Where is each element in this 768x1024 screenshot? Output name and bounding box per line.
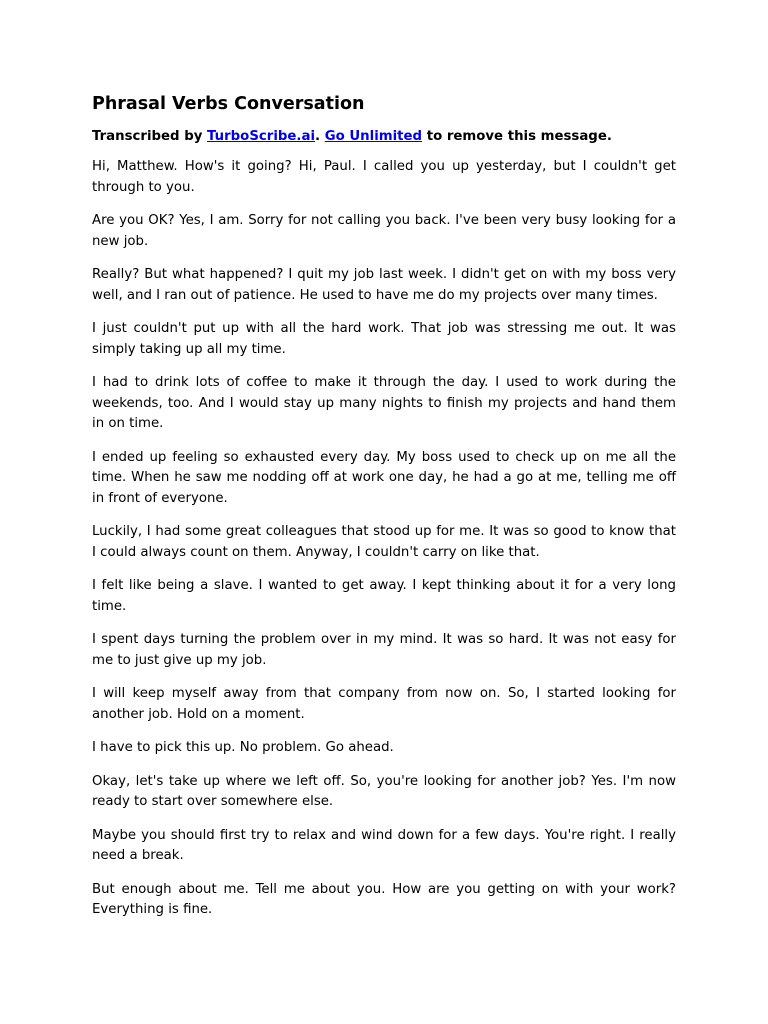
paragraph: Are you OK? Yes, I am. Sorry for not calling you back. I've been very busy looking for a new job. — [92, 213, 676, 249]
paragraph: I have to pick this up. No problem. Go ahead. — [92, 740, 394, 755]
paragraph: Okay, let's take up where we left off. So, you're looking for another job? Yes. I'm now ready to start over somewhere else. — [92, 773, 676, 809]
paragraph: Luckily, I had some great colleagues that stood up for me. It was so good to know that I could always count on them. Anyway, I couldn't carry on like that. — [92, 524, 676, 560]
paragraph: I spent days turning the problem over in my mind. It was so hard. It was not easy for me to just give up my job. — [92, 632, 676, 668]
paragraph: Really? But what happened? I quit my job last week. I didn't get on with my boss very well, and I ran out of patience. He used to have me do my projects over many times. — [92, 267, 676, 303]
paragraph: But enough about me. Tell me about you. How are you getting on with your work? Everything is fine. — [92, 881, 676, 917]
document-page — [92, 92, 676, 934]
paragraph: Hi, Matthew. How's it going? Hi, Paul. I called you up yesterday, but I couldn't get through to you. — [92, 159, 676, 195]
page-title: Phrasal Verbs Conversation — [92, 94, 365, 114]
banner-prefix: Transcribed by — [92, 129, 208, 144]
paragraph: I just couldn't put up with all the hard work. That job was stressing me out. It was simply taking up all my time. — [92, 321, 676, 357]
paragraph: I will keep myself away from that company from now on. So, I started looking for another job. Hold on a moment. — [92, 686, 676, 722]
paragraph: I felt like being a slave. I wanted to get away. I kept thinking about it for a very long time. — [92, 578, 676, 614]
paragraph: Maybe you should first try to relax and wind down for a few days. You're right. I really need a break. — [92, 827, 676, 863]
paragraph: I had to drink lots of coffee to make it through the day. I used to work during the weekends, too. And I would stay up many nights to finish my projects and hand them in on time. — [92, 375, 676, 431]
transcription-banner — [92, 127, 676, 147]
banner-suffix: to remove this message. — [422, 129, 612, 144]
go-unlimited-link[interactable]: Go Unlimited — [324, 129, 423, 144]
banner-separator: . — [315, 129, 325, 144]
turboscribe-link[interactable]: TurboScribe.ai — [207, 129, 316, 144]
paragraph: I ended up feeling so exhausted every day. My boss used to check up on me all the time. When he saw me nodding off at work one day, he had a go at me, telling me off in front of everyone. — [92, 449, 676, 506]
